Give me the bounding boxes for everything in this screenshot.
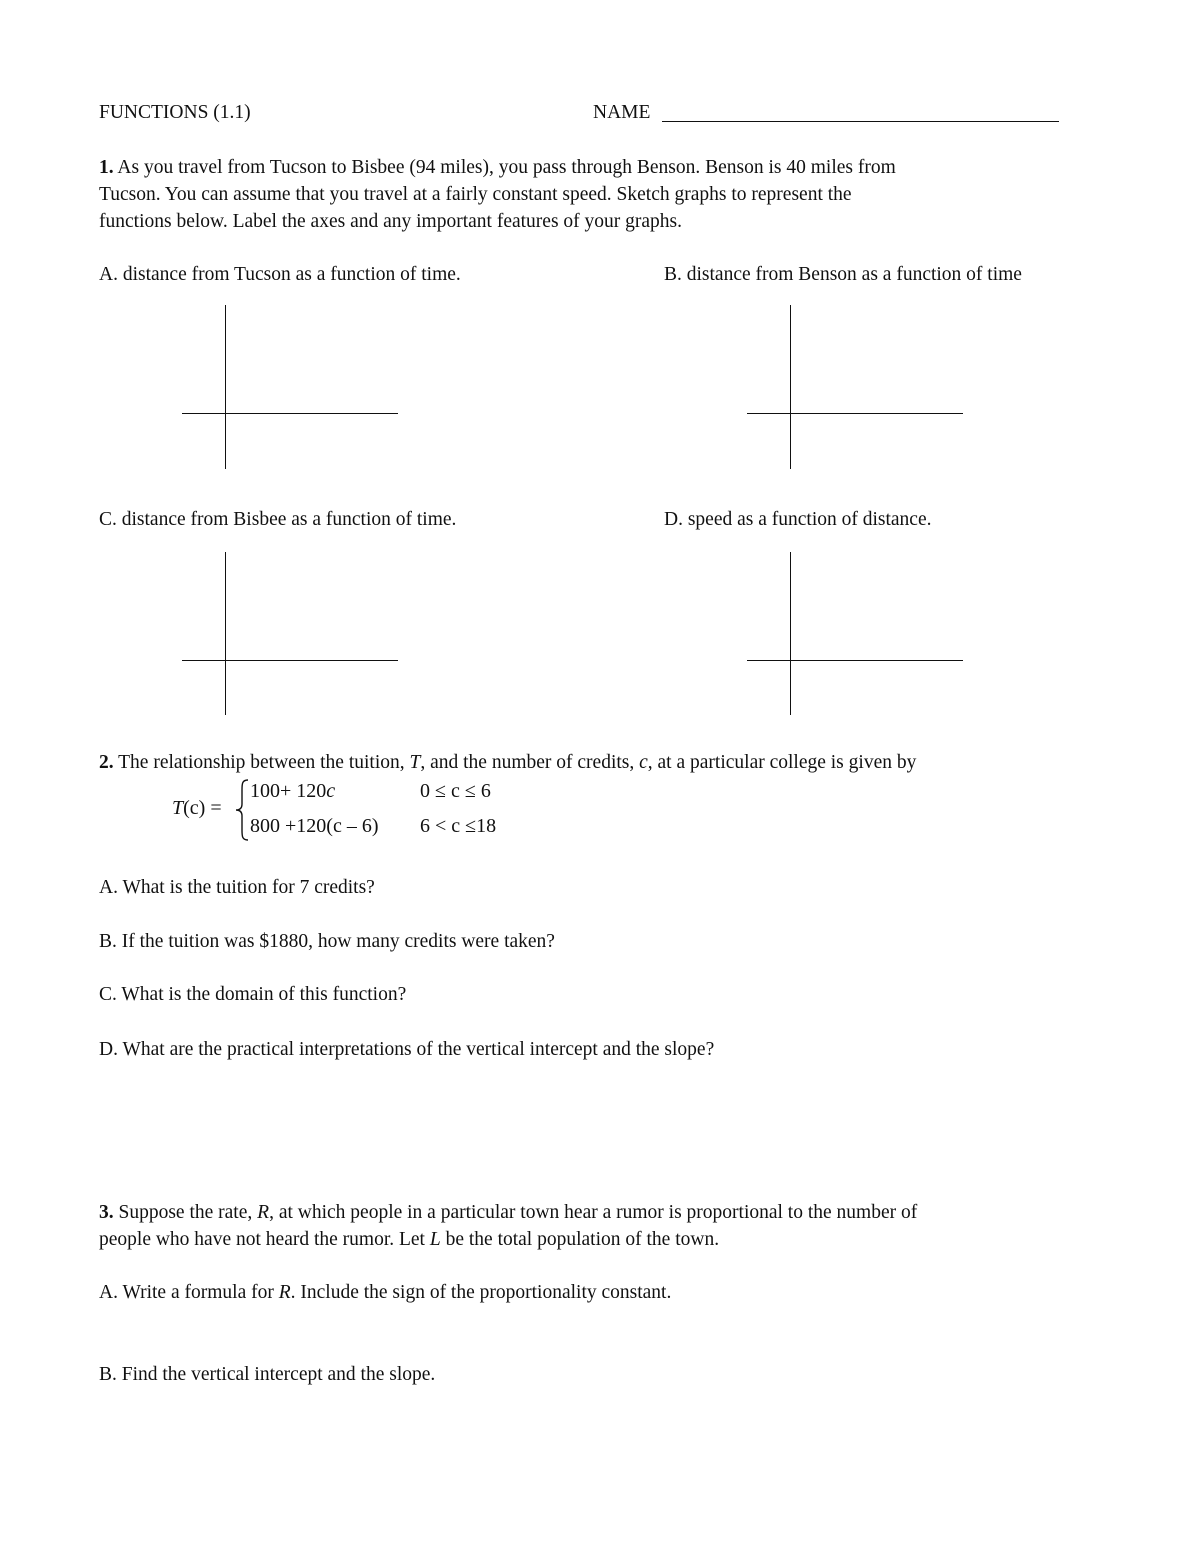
- question-1a-prompt: A. distance from Tucson as a function of time.: [99, 264, 461, 285]
- graph-b-horizontal-axis: [747, 413, 963, 414]
- piecewise-lhs-t: T: [172, 797, 184, 819]
- question-1-line-3: functions below. Label the axes and any important features of your graphs.: [99, 211, 683, 232]
- question-3a-prompt: [99, 1282, 671, 1304]
- question-1-text-1: As you travel from Tucson to Bisbee (94 miles), you pass through Benson. Benson is 40 miles from: [113, 157, 896, 178]
- question-3-text-d: be the total population of the town.: [440, 1229, 720, 1250]
- question-1-number: 1.: [99, 157, 114, 178]
- question-1b-prompt: B. distance from Benson as a function of time: [664, 264, 1022, 285]
- question-2-var-t: T: [409, 752, 421, 773]
- question-2-text-b: , and the number of credits,: [420, 752, 640, 773]
- piecewise-brace: [234, 778, 250, 842]
- question-2-number: 2.: [99, 752, 114, 773]
- question-2c-prompt: C. What is the domain of this function?: [99, 984, 407, 1005]
- question-2-text-a: The relationship between the tuition,: [113, 752, 410, 773]
- piecewise-lhs: [172, 797, 222, 820]
- piecewise-case-1-expression: [250, 780, 335, 803]
- piecewise-lhs-rest: (c) =: [183, 797, 222, 819]
- question-3b-prompt: B. Find the vertical intercept and the slope.: [99, 1364, 436, 1385]
- question-2b-prompt: B. If the tuition was $1880, how many credits were taken?: [99, 931, 555, 952]
- graph-a-vertical-axis: [225, 305, 226, 469]
- piecewise-case-2-expression: 800 +120(c – 6): [250, 815, 379, 837]
- question-2-intro: [99, 752, 916, 774]
- piecewise-case-1-condition: 0 ≤ c ≤ 6: [420, 780, 491, 802]
- graph-a-horizontal-axis: [182, 413, 398, 414]
- name-label: NAME: [593, 102, 651, 123]
- piecewise-case-1-expr-var: c: [326, 780, 336, 802]
- question-1c-prompt: C. distance from Bisbee as a function of time.: [99, 509, 457, 530]
- question-3-line-2: [99, 1229, 719, 1251]
- question-2-var-c: c: [639, 752, 648, 773]
- question-3-text-b: , at which people in a particular town hear a rumor is proportional to the number of: [269, 1202, 918, 1223]
- graph-d-horizontal-axis: [747, 660, 963, 661]
- question-3-number: 3.: [99, 1202, 114, 1223]
- question-1-line-1: [99, 157, 896, 179]
- question-2d-prompt: D. What are the practical interpretations of the vertical intercept and the slope?: [99, 1039, 715, 1060]
- piecewise-case-2-condition: 6 < c ≤18: [420, 815, 497, 837]
- graph-b-vertical-axis: [790, 305, 791, 469]
- graph-c-horizontal-axis: [182, 660, 398, 661]
- question-2-text-c: , at a particular college is given by: [647, 752, 917, 773]
- question-3-var-r: R: [257, 1202, 270, 1223]
- worksheet-title: FUNCTIONS (1.1): [99, 102, 251, 123]
- graph-c-vertical-axis: [225, 552, 226, 715]
- question-3a-var-r: R: [278, 1282, 291, 1303]
- question-3a-text-b: . Include the sign of the proportionality constant.: [290, 1282, 672, 1303]
- question-1-line-2: Tucson. You can assume that you travel at a fairly constant speed. Sketch graphs to represent the: [99, 184, 852, 205]
- name-blank-line: [662, 121, 1059, 122]
- piecewise-case-1-expr-num: 100+ 120: [250, 780, 327, 802]
- question-3-var-l: L: [429, 1229, 441, 1250]
- question-2a-prompt: A. What is the tuition for 7 credits?: [99, 877, 375, 898]
- question-3-line-1: [99, 1202, 917, 1224]
- question-3-text-c: people who have not heard the rumor. Let: [99, 1229, 430, 1250]
- question-3a-text-a: A. Write a formula for: [99, 1282, 279, 1303]
- graph-d-vertical-axis: [790, 552, 791, 715]
- question-3-text-a: Suppose the rate,: [113, 1202, 258, 1223]
- question-1d-prompt: D. speed as a function of distance.: [664, 509, 932, 530]
